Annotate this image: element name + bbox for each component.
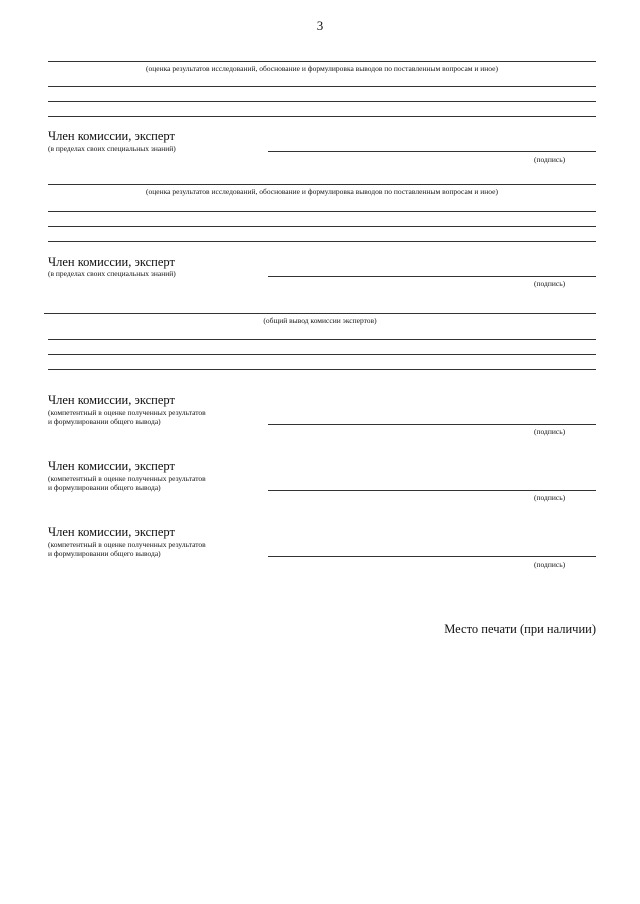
fill-line (48, 339, 596, 340)
member-title: Член комиссии, эксперт (48, 525, 175, 539)
fill-line (48, 369, 596, 370)
page-number: 3 (316, 18, 324, 33)
fill-line (48, 354, 596, 355)
signature-caption: (подпись) (534, 560, 566, 569)
general-caption: (общий вывод комиссии экспертов) (263, 316, 377, 325)
eval-caption: (оценка результатов исследований, обоснование и формулировка выводов по поставленным вопросам и иное) (146, 187, 498, 196)
fill-line (44, 313, 596, 314)
signature-caption: (подпись) (534, 155, 566, 164)
competent-note-1: (компетентный в оценке полученных результатов (48, 474, 206, 483)
member-note: (в пределах своих специальных знаний) (48, 269, 176, 278)
fill-line (48, 116, 596, 117)
fill-line (48, 241, 596, 242)
stamp-place: Место печати (при наличии) (444, 622, 596, 636)
competent-note-2: и формулировании общего вывода) (48, 417, 161, 426)
signature-line (268, 556, 596, 557)
fill-line (48, 61, 596, 62)
member-title: Член комиссии, эксперт (48, 393, 175, 407)
member-title: Член комиссии, эксперт (48, 255, 175, 269)
fill-line (48, 101, 596, 102)
signature-line (268, 276, 596, 277)
member-title: Член комиссии, эксперт (48, 129, 175, 143)
fill-line (48, 86, 596, 87)
signature-line (268, 490, 596, 491)
competent-note-1: (компетентный в оценке полученных результатов (48, 540, 206, 549)
fill-line (48, 211, 596, 212)
member-note: (в пределах своих специальных знаний) (48, 144, 176, 153)
signature-caption: (подпись) (534, 279, 566, 288)
member-title: Член комиссии, эксперт (48, 459, 175, 473)
eval-caption: (оценка результатов исследований, обоснование и формулировка выводов по поставленным вопросам и иное) (146, 64, 498, 73)
signature-caption: (подпись) (534, 427, 566, 436)
competent-note-2: и формулировании общего вывода) (48, 483, 161, 492)
signature-line (268, 424, 596, 425)
fill-line (48, 226, 596, 227)
competent-note-1: (компетентный в оценке полученных результатов (48, 408, 206, 417)
fill-line (48, 184, 596, 185)
competent-note-2: и формулировании общего вывода) (48, 549, 161, 558)
signature-line (268, 151, 596, 152)
signature-caption: (подпись) (534, 493, 566, 502)
